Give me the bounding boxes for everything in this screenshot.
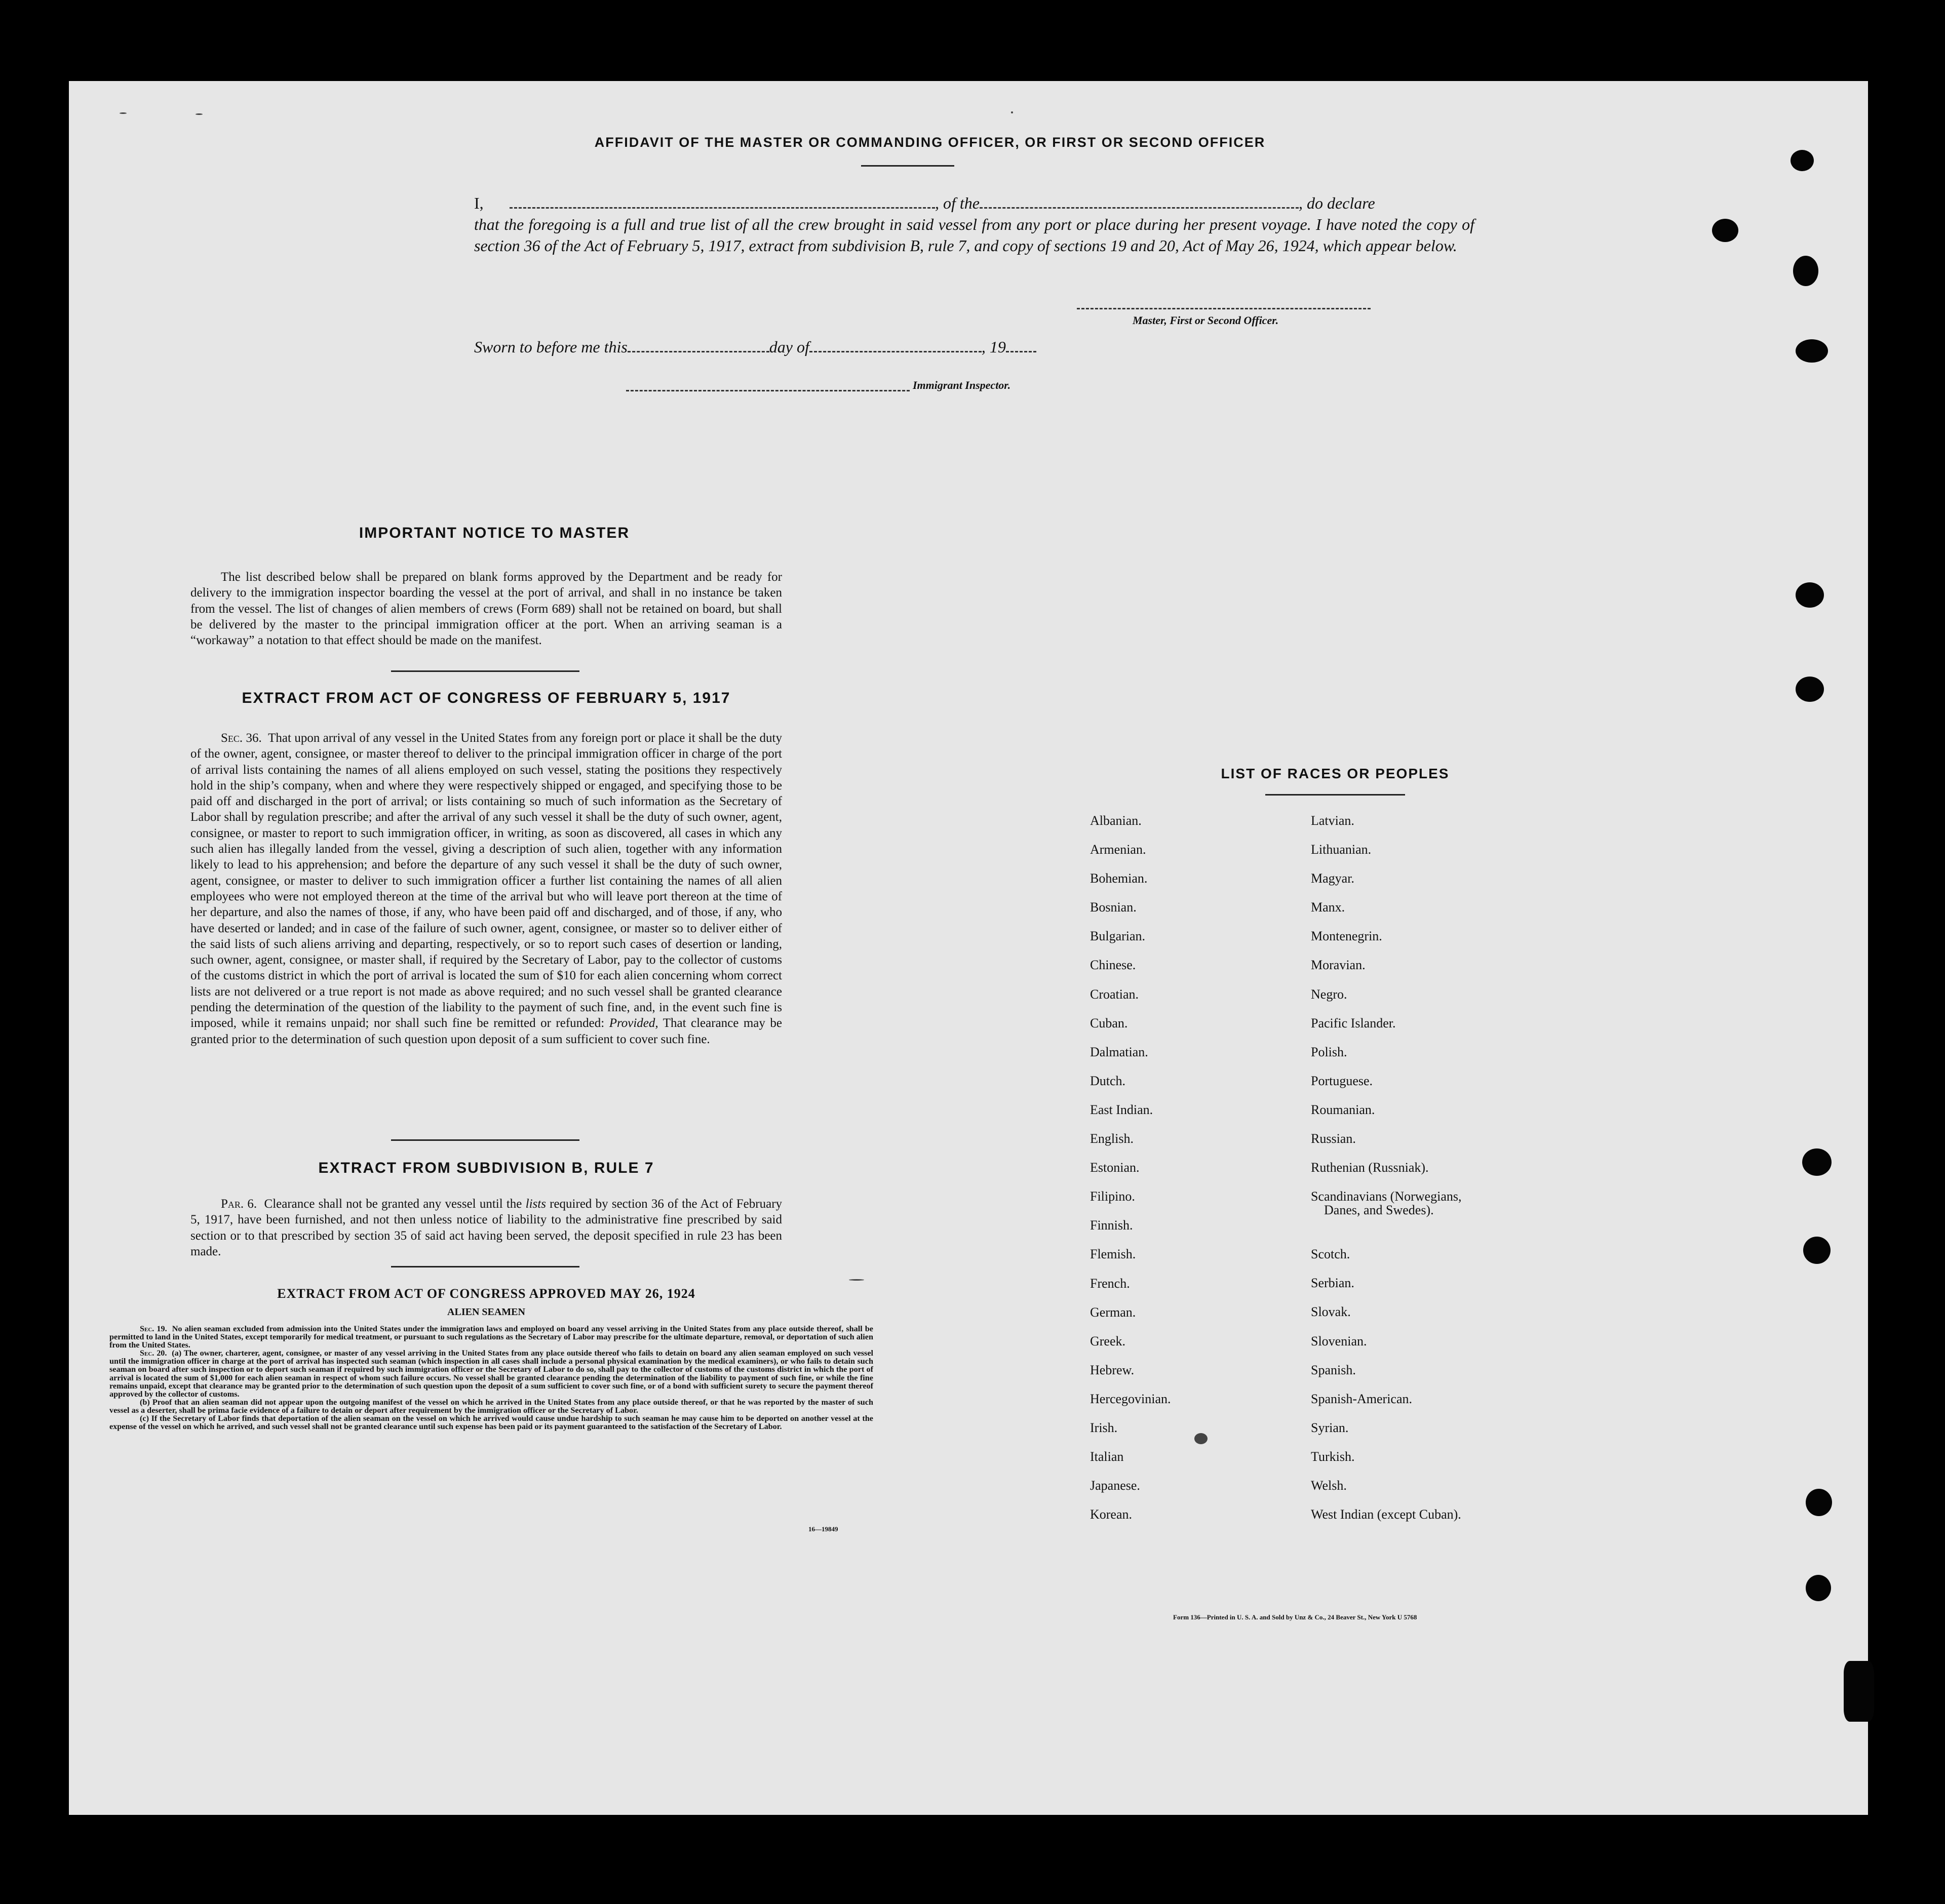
race-item: Spanish-American. bbox=[1311, 1391, 1413, 1406]
race-item: Flemish. bbox=[1090, 1247, 1136, 1262]
ink-mark bbox=[849, 1279, 864, 1281]
rule-7-text bbox=[190, 1196, 782, 1259]
sec-36-proviso: That clearance may be granted prior to the determination of such question upon deposit of a sum sufficient to cover such fine. bbox=[190, 1016, 782, 1046]
master-signature-line[interactable] bbox=[1077, 308, 1371, 309]
par-6-body-a: Clearance shall not be granted any vessel until the bbox=[264, 1197, 522, 1211]
race-item: Negro. bbox=[1311, 986, 1347, 1002]
extract-1917-title: EXTRACT FROM ACT OF CONGRESS OF FEBRUARY 5, 1917 bbox=[242, 690, 731, 706]
race-item: Lithuanian. bbox=[1311, 842, 1372, 857]
race-item: Moravian. bbox=[1311, 958, 1366, 973]
print-code: 16—19849 bbox=[808, 1525, 838, 1533]
par-6-label: Par. 6. bbox=[221, 1197, 257, 1211]
sworn-month-field[interactable] bbox=[809, 339, 982, 352]
sworn-text: Sworn to before me this bbox=[474, 338, 628, 356]
declare-suffix: , do declare bbox=[1298, 194, 1375, 212]
race-item: Bulgarian. bbox=[1090, 929, 1146, 944]
race-item: Pacific Islander. bbox=[1311, 1015, 1396, 1030]
sec-20c-body: (c) If the Secretary of Labor finds that deportation of the alien seaman on the vessel on which he arrived would cause undue hardship to such seaman he may cause him to be deported on another vessel at the expense of the vessel on which he arrived, and such vessel shall not be granted clearance until such expense has been paid or its payment guaranteed to the satisfaction of the Secretary of Labor. bbox=[109, 1414, 873, 1432]
race-item: Bosnian. bbox=[1090, 900, 1137, 915]
binder-hole bbox=[1791, 150, 1814, 171]
race-item: Irish. bbox=[1090, 1420, 1118, 1435]
sec-36-body: That upon arrival of any vessel in the United States from any foreign port or place it shall be the duty of the owner, agent, consignee, or master thereof to deliver to the principal immigration officer in charge of the port of arrival lists containing the names of all aliens employed on such vessel, stating the positions they respectively hold in the ship’s company, when and where they were respectively shipped or engaged, and specifying those to be paid off and discharged in the port of arrival; or lists containing so much of such information as the Secretary of Labor shall by regulation prescribe; and after the arrival of any such vessel it shall be the duty of such owner, agent, consignee, or master to report to such immigration officer, in writing, as soon as discovered, all cases in which any such alien has illegally landed from the vessel, giving a description of such alien, together with any information likely to lead to his apprehension; and before the departure of any such vessel it shall be the duty of such owner, agent, consignee, or master to deliver to such immigration officer a further list containing the names of all alien employees who were not employed thereon at the time of the arrival but who will leave port thereon at the time of her departure, and also the names of those, if any, who have been paid off and discharged, and of those, if any, who have deserted or landed; and in case of the failure of such owner, agent, consignee, or master so to deliver either of the said lists of such aliens arriving and departing, respectively, or so to report such cases of desertion or landing, such owner, agent, consignee, or master shall, if required by the Secretary of Labor, pay to the collector of customs of the customs district in which the port of arrival is located the sum of $10 for each alien concerning whom correct lists are not delivered or a true report is not made as above required; and no such vessel shall be granted clearance pending the determination of the question of the liability to the payment of such fine, and, in the event such fine is imposed, while it remains unpaid; nor shall such fine be remitted or refunded: bbox=[190, 731, 782, 1030]
race-item: Armenian. bbox=[1090, 842, 1146, 857]
race-item: Hercegovinian. bbox=[1090, 1391, 1171, 1406]
binder-hole bbox=[1793, 256, 1818, 286]
race-item: Latvian. bbox=[1311, 813, 1354, 828]
document-page bbox=[69, 81, 1868, 1815]
race-item: Syrian. bbox=[1311, 1420, 1349, 1435]
notice-paragraph: The list described below shall be prepared on blank forms approved by the Department and be ready for delivery to the immigration inspector boarding the vessel at the port of arrival, and shall in no instance be taken from the vessel. The list of changes of alien members of crews (Form 689) shall not be retained on board, but shall be delivered by the master to the principal immigration officer at the port. When an arriving seaman is a “workaway” a notation to that effect should be made on the manifest. bbox=[190, 570, 782, 648]
race-item: West Indian (except Cuban). bbox=[1311, 1507, 1461, 1522]
races-column-left bbox=[1090, 806, 1293, 1529]
affidavit-title: AFFIDAVIT OF THE MASTER OR COMMANDING OFFICER, OR FIRST OR SECOND OFFICER bbox=[594, 135, 1266, 150]
binder-hole bbox=[1796, 339, 1828, 363]
sec-36-label: Sec. 36. bbox=[221, 731, 262, 745]
race-item: Spanish. bbox=[1311, 1362, 1356, 1377]
form-footer: Form 136—Printed in U. S. A. and Sold by Unz & Co., 24 Beaver St., New York U 5768 bbox=[1173, 1613, 1417, 1621]
race-item: Polish. bbox=[1311, 1044, 1347, 1059]
master-signature-label: Master, First or Second Officer. bbox=[1133, 314, 1279, 327]
provided-word: Provided, bbox=[609, 1016, 658, 1030]
vessel-name-field[interactable] bbox=[980, 195, 1299, 209]
race-item: Russian. bbox=[1311, 1131, 1356, 1146]
affidavit-declaration bbox=[474, 192, 1474, 256]
race-item: East Indian. bbox=[1090, 1102, 1153, 1117]
race-item: Estonian. bbox=[1090, 1160, 1140, 1175]
ink-mark bbox=[196, 113, 203, 115]
ink-dot bbox=[1011, 111, 1013, 113]
day-of-text: day of bbox=[769, 338, 809, 356]
binder-hole bbox=[1802, 1148, 1832, 1176]
binder-hole bbox=[1712, 219, 1738, 242]
par-6-body-b: required by section 36 of the Act of February 5, 1917, have been furnished, and not then unless notice of liability to the administrative fine prescribed by said section or to that prescribed by section 35 of said act having been served, the deposit specified in rule 23 has been made. bbox=[190, 1197, 783, 1258]
notice-title: IMPORTANT NOTICE TO MASTER bbox=[359, 525, 630, 541]
race-item: German. bbox=[1090, 1304, 1136, 1320]
race-item: Danes, and Swedes). bbox=[1324, 1203, 1434, 1218]
title-divider bbox=[861, 165, 954, 167]
section-divider bbox=[391, 1139, 579, 1141]
section-divider bbox=[391, 1266, 579, 1267]
races-column-right bbox=[1311, 806, 1615, 1529]
race-item: Cuban. bbox=[1090, 1015, 1128, 1030]
race-item: Italian bbox=[1090, 1449, 1124, 1464]
declarant-prefix: I, bbox=[474, 194, 484, 212]
race-item: Finnish. bbox=[1090, 1218, 1133, 1233]
race-item: Dalmatian. bbox=[1090, 1044, 1148, 1059]
race-item: Hebrew. bbox=[1090, 1362, 1135, 1377]
sec-20-label: Sec. 20. bbox=[140, 1348, 167, 1358]
race-item: Ruthenian (Russniak). bbox=[1311, 1160, 1429, 1175]
extract-1924-text bbox=[109, 1325, 873, 1431]
page-tear bbox=[1844, 1661, 1874, 1722]
binder-hole bbox=[1803, 1237, 1831, 1264]
binder-hole bbox=[1796, 582, 1824, 608]
race-item: Magyar. bbox=[1311, 871, 1354, 886]
race-item: Greek. bbox=[1090, 1333, 1126, 1348]
year-prefix: , 19 bbox=[981, 338, 1006, 356]
sec-19-label: Sec. 19. bbox=[140, 1324, 167, 1333]
section-divider bbox=[391, 670, 579, 672]
section-36-text bbox=[190, 730, 782, 1047]
races-title: LIST OF RACES OR PEOPLES bbox=[1221, 766, 1450, 781]
binder-hole bbox=[1796, 677, 1824, 702]
extract-1924-title: EXTRACT FROM ACT OF CONGRESS APPROVED MAY 26, 1924 bbox=[277, 1286, 695, 1301]
race-item: Scotch. bbox=[1311, 1247, 1350, 1262]
inspector-label: Immigrant Inspector. bbox=[913, 379, 1011, 391]
race-item: Croatian. bbox=[1090, 986, 1139, 1002]
binder-hole bbox=[1806, 1489, 1832, 1516]
race-item: Serbian. bbox=[1311, 1276, 1354, 1291]
races-divider bbox=[1265, 794, 1405, 796]
race-item: Roumanian. bbox=[1311, 1102, 1375, 1117]
race-item: Portuguese. bbox=[1311, 1073, 1373, 1088]
sworn-year-field[interactable] bbox=[1006, 339, 1036, 352]
affidavit-body: that the foregoing is a full and true list of all the crew brought in said vessel from any port or place during her present voyage. I have noted the copy of section 36 of the Act of February 5, 1917, extract from subdivision B, rule 7, and copy of sections 19 and 20, Act of May 26, 1924, which appear below. bbox=[474, 215, 1474, 255]
alien-seamen-subtitle: ALIEN SEAMEN bbox=[447, 1306, 525, 1318]
sec-19-body: No alien seaman excluded from admission into the United States under the immigration laws and employed on board any vessel arriving in the United States from any place outside thereof, shall be permitted to land in the United States, except temporarily for medical treatment, or pursuant to such regulations as the Secretary of Labor may prescribe for the ultimate departure, removal, or deportation of such alien from the United States. bbox=[109, 1324, 873, 1350]
lists-word: lists bbox=[525, 1197, 546, 1211]
sworn-line bbox=[474, 336, 1036, 358]
race-item: Montenegrin. bbox=[1311, 929, 1382, 944]
race-item: Turkish. bbox=[1311, 1449, 1355, 1464]
race-item: Bohemian. bbox=[1090, 871, 1148, 886]
race-item: Dutch. bbox=[1090, 1073, 1126, 1088]
race-item: Chinese. bbox=[1090, 958, 1136, 973]
race-item: English. bbox=[1090, 1131, 1134, 1146]
race-item: Korean. bbox=[1090, 1507, 1133, 1522]
sworn-day-field[interactable] bbox=[628, 339, 769, 352]
sec-20a-body: (a) The owner, charterer, agent, consignee, or master of any vessel arriving in the United States from any place outside thereof who fails to detain on board any alien seaman employed on such vessel until the immigration officer in charge at the port of arrival has inspected such seaman (which inspection in all cases shall include a personal physical examination by the medical examiners), or who fails to detain such seaman on board after such inspection or to deport such seaman if required by such immigration officer or the Secretary of Labor to do so, shall pay to the collector of customs of the customs district in which the port of arrival is located the sum of $1,000 for each alien seaman in respect of whom such failure occurs. No vessel shall be granted clearance pending the determination of the liability to payment of such fine, or while the fine remains unpaid, except that clearance may be granted prior to the determination of such question upon the deposit of a sum sufficient to cover such fine, or of a bond with sufficient surety to secure the payment thereof approved by the collector of customs. bbox=[109, 1348, 874, 1399]
declarant-name-field[interactable] bbox=[510, 195, 935, 209]
race-item: Manx. bbox=[1311, 900, 1345, 915]
race-item: Welsh. bbox=[1311, 1478, 1347, 1493]
rule-7-title: EXTRACT FROM SUBDIVISION B, RULE 7 bbox=[318, 1160, 654, 1176]
ink-mark bbox=[120, 112, 127, 114]
race-item: Filipino. bbox=[1090, 1189, 1135, 1204]
notice-text bbox=[190, 569, 782, 648]
race-item: Japanese. bbox=[1090, 1478, 1140, 1493]
inspector-signature-line[interactable] bbox=[626, 390, 910, 391]
sec-20b-body: (b) Proof that an alien seaman did not appear upon the outgoing manifest of the vessel on which he arrived in the United States from any place outside thereof, or that he was reported by the master of such vessel as a deserter, shall be prima facie evidence of a failure to detain or deport after requirement by the immigration officer or the Secretary of Labor. bbox=[109, 1397, 873, 1415]
race-item: Albanian. bbox=[1090, 813, 1142, 828]
ink-blot bbox=[1194, 1433, 1208, 1444]
race-item: French. bbox=[1090, 1276, 1130, 1291]
race-item: Scandinavians (Norwegians, bbox=[1311, 1189, 1462, 1204]
race-item: Slovak. bbox=[1311, 1304, 1351, 1320]
binder-hole bbox=[1806, 1575, 1831, 1601]
vessel-prefix: , of the bbox=[935, 194, 980, 212]
race-item: Slovenian. bbox=[1311, 1333, 1367, 1348]
